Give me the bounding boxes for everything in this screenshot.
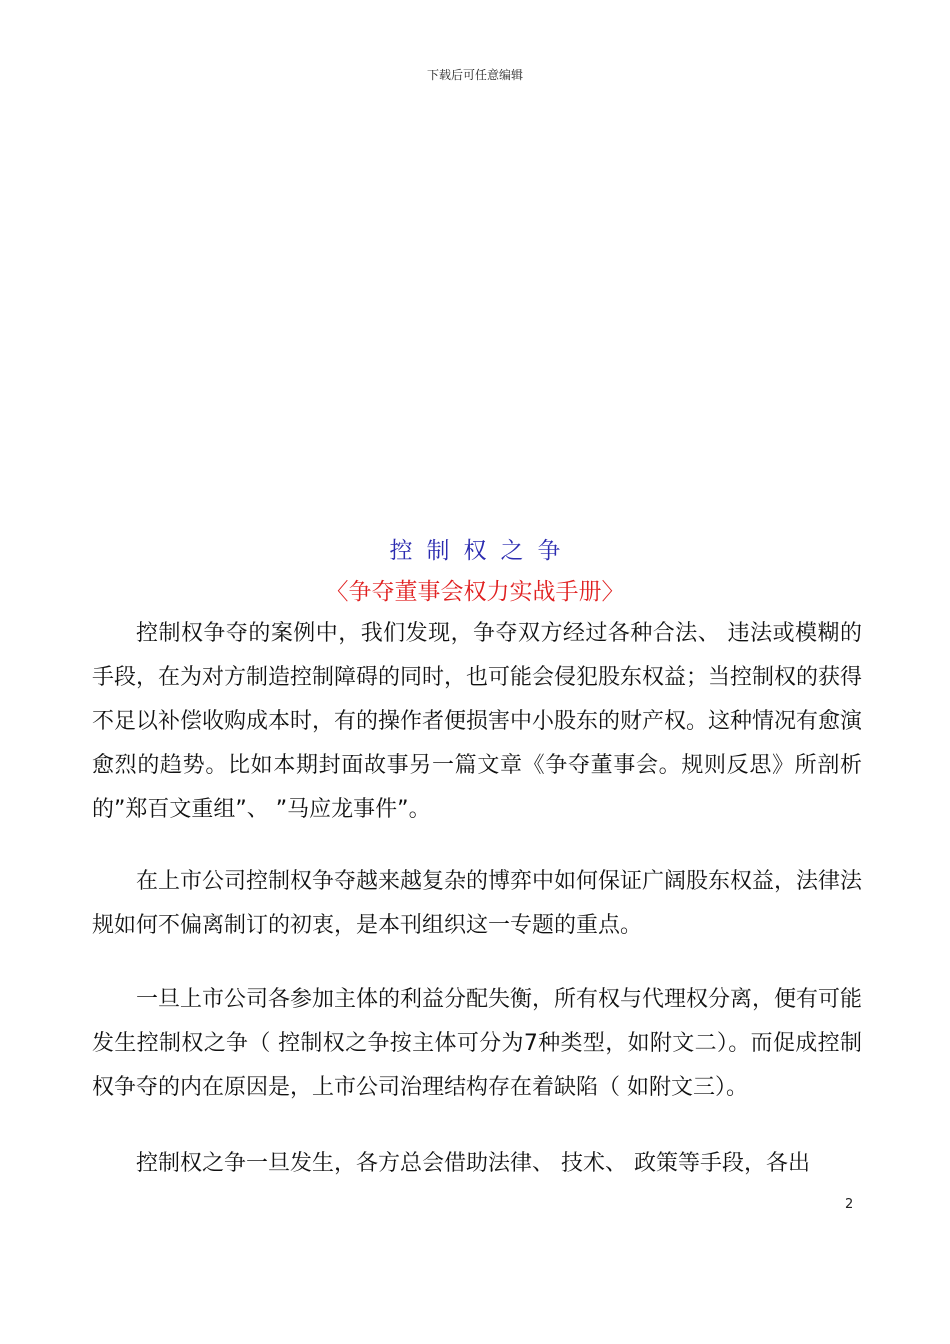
document-subtitle: 〈争夺董事会权力实战手册〉 xyxy=(325,579,625,605)
document-title: 控制权之争 xyxy=(389,538,575,564)
paragraph: 一旦上市公司各参加主体的利益分配失衡，所有权与代理权分离，便有可能发生控制权之争（ 控制权之争按主体可分为7种类型，如附文二）。而促成控制权争夺的内在原因是，上市公司治理结构存在着缺陷（ 如附文三）。 xyxy=(92,987,863,1100)
header-note: 下载后可任意编辑 xyxy=(426,68,523,82)
paragraph-4-block xyxy=(92,1142,862,1186)
paragraph: 控制权争夺的案例中，我们发现，争夺双方经过各种合法、 违法或模糊的手段，在为对方制造控制障碍的同时，也可能会侵犯股东权益；当控制权的获得不足以补偿收购成本时，有的操作者便损害中小股东的财产权。这种情况有愈演愈烈的趋势。比如本期封面故事另一篇文章《争夺董事会。规则反思》所剖析的”郑百文重组”、 ”马应龙事件”。 xyxy=(92,621,863,822)
paragraph-3-block xyxy=(92,978,862,1110)
paragraph-1-block xyxy=(92,612,862,832)
paragraph-2-block xyxy=(92,860,862,948)
paragraph: 控制权之争一旦发生，各方总会借助法律、 技术、 政策等手段，各出 xyxy=(136,1151,810,1176)
page-number: 2 xyxy=(845,1197,854,1212)
paragraph: 在上市公司控制权争夺越来越复杂的博弈中如何保证广阔股东权益，法律法规如何不偏离制订的初衷，是本刊组织这一专题的重点。 xyxy=(92,869,863,938)
